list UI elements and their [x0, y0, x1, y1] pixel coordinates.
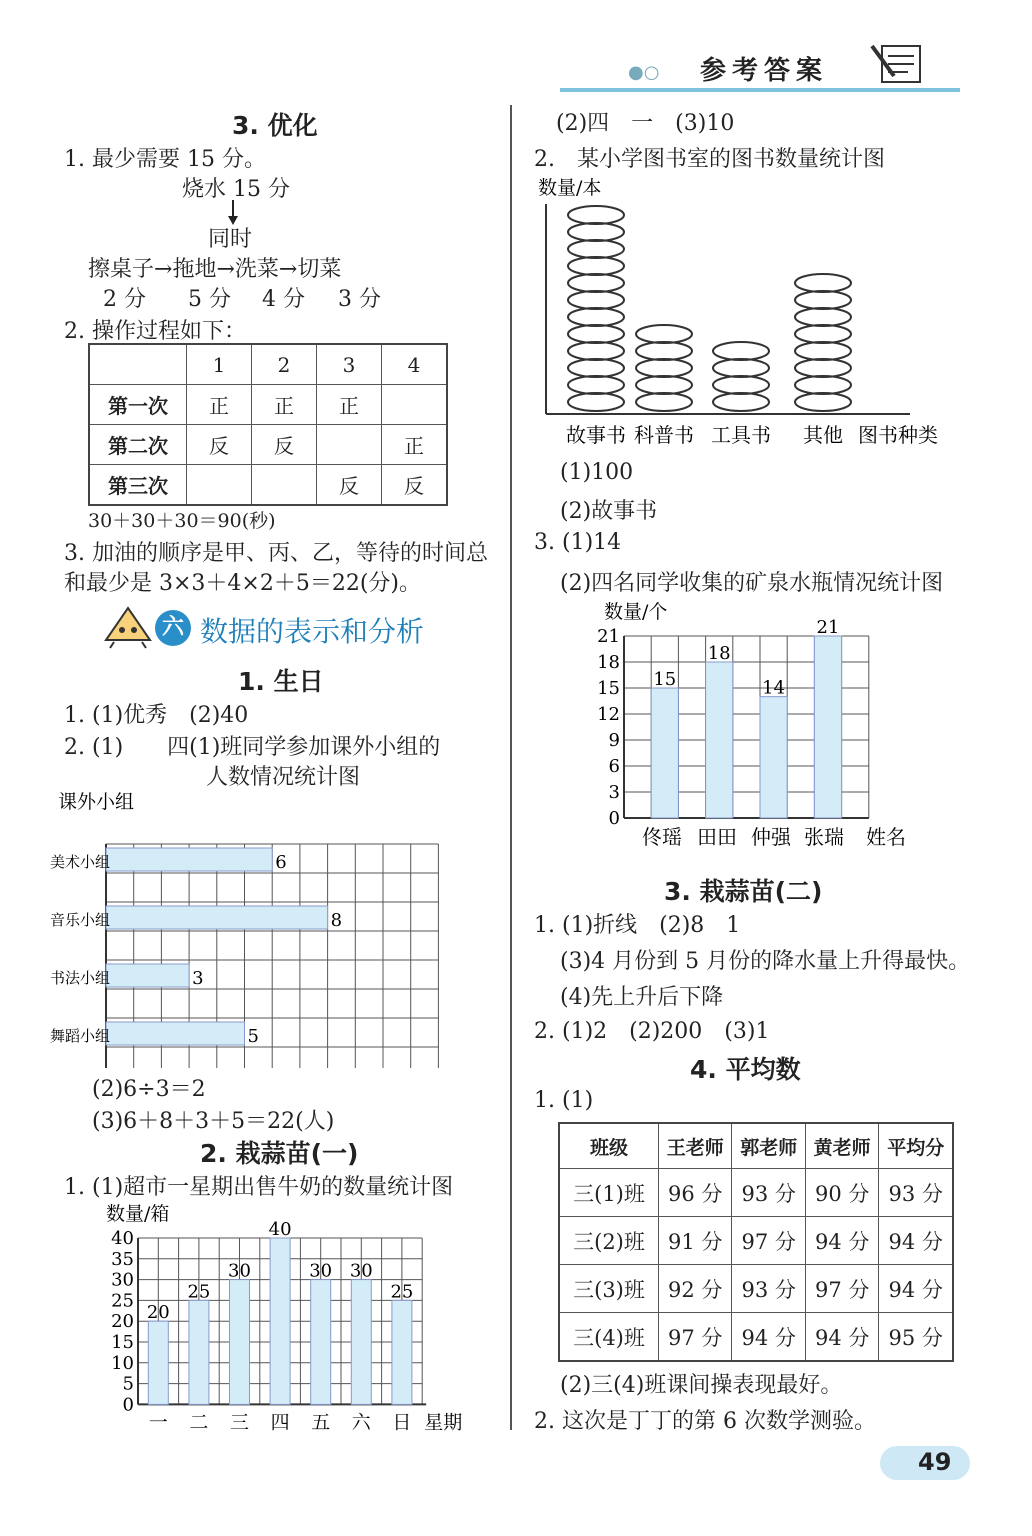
category-label: 六 [351, 1411, 371, 1434]
y-axis-label: 数量/本 [538, 177, 602, 199]
table-cell: 反 [252, 425, 317, 465]
book-symbol [795, 359, 851, 377]
y-axis-label: 数量/箱 [106, 1203, 170, 1225]
tick-label: 5 [122, 1373, 134, 1395]
y-axis-label: 数量/个 [604, 601, 668, 623]
garlic2-q2: 2. (1)2 (2)200 (3)1 [534, 1019, 770, 1044]
category-label: 日 [392, 1411, 412, 1434]
top-line: (2)四 一 (3)10 [556, 111, 735, 136]
header-dots: ●○ [628, 62, 660, 83]
category-label: 工具书 [711, 423, 771, 447]
bar [814, 636, 841, 818]
table-cell: 91 分 [659, 1217, 732, 1265]
tick-label: 20 [111, 1311, 134, 1333]
table-cell: 94 分 [805, 1217, 878, 1265]
category-label: 仲强 [751, 825, 791, 849]
arrow-icon: → [154, 257, 173, 282]
table-cell: 93 分 [732, 1169, 805, 1217]
table-cell: 93 分 [879, 1169, 953, 1217]
data-label: 40 [268, 1219, 292, 1240]
table-cell: 正 [382, 425, 448, 465]
table-cell: 94 分 [805, 1313, 878, 1362]
arrow-icon: → [278, 257, 298, 282]
x-axis-label: 姓名 [866, 825, 906, 849]
table-cell: 平均分 [879, 1123, 953, 1169]
table-cell: 正 [252, 385, 317, 425]
header-title: 参考答案 [700, 56, 829, 86]
data-label: 6 [275, 852, 287, 873]
book-symbol [568, 376, 624, 394]
table-cell: 96 分 [659, 1169, 732, 1217]
answer-q3-line2: 和最少是 3×3＋4×2＋5＝22(分)。 [64, 571, 422, 596]
table-cell: 3 [317, 344, 382, 385]
birthday-q2-2: (2)6÷3＝2 [92, 1077, 206, 1102]
book-symbol [713, 359, 769, 377]
table-cell: 三(2)班 [559, 1217, 659, 1265]
garlic2-q1-4: (4)先上升后下降 [560, 985, 724, 1010]
table-cell [252, 465, 317, 506]
book-symbol [795, 393, 851, 411]
table-row [89, 385, 447, 425]
table-cell [187, 465, 252, 506]
book-symbol [568, 291, 624, 309]
book-symbol [795, 342, 851, 360]
tick-label: 18 [597, 652, 620, 673]
table-cell [317, 425, 382, 465]
average-q2: 2. 这次是丁丁的第 6 次数学测验。 [534, 1409, 876, 1434]
book-symbol [568, 240, 624, 258]
category-label: 一 [148, 1411, 168, 1434]
tick-label: 6 [608, 756, 620, 777]
boil-water: 烧水 15 分 [182, 177, 290, 202]
books-q2: (2)故事书 [560, 499, 658, 524]
tick-label: 40 [111, 1228, 134, 1249]
birthday-q2-b: 人数情况统计图 [206, 765, 361, 790]
book-symbol [568, 223, 624, 241]
table-cell: 97 分 [659, 1313, 732, 1362]
tick-label: 15 [597, 678, 620, 699]
tick-label: 35 [111, 1248, 134, 1270]
category-label: 三 [229, 1411, 250, 1434]
data-label: 8 [330, 910, 343, 931]
task-flow [88, 252, 341, 283]
birthday-q1: 1. (1)优秀 (2)40 [64, 703, 249, 728]
data-label: 14 [762, 677, 786, 699]
bar [106, 906, 328, 929]
page-number: 49 [918, 1448, 952, 1476]
book-symbol [713, 342, 769, 360]
category-label: 书法小组 [50, 969, 111, 987]
bar [706, 662, 733, 818]
club-bar-chart [50, 788, 510, 1068]
book-symbol [713, 376, 769, 394]
table-cell: 反 [382, 465, 448, 506]
bar [148, 1321, 168, 1404]
tick-label: 30 [111, 1269, 134, 1291]
category-label: 四 [270, 1411, 290, 1434]
data-label: 3 [192, 968, 204, 989]
book-symbol [568, 308, 624, 326]
bar [189, 1300, 209, 1404]
books-q1: (1)100 [560, 460, 634, 485]
section-title-birthday: 1. 生日 [238, 667, 324, 696]
category-label: 二 [189, 1411, 209, 1434]
task-minutes-3: 4 分 [262, 287, 305, 312]
table-row [89, 344, 447, 385]
data-label: 21 [816, 617, 840, 638]
tick-label: 25 [111, 1290, 134, 1312]
book-symbol [568, 342, 624, 360]
category-label: 五 [311, 1411, 331, 1434]
section-title-average: 4. 平均数 [690, 1055, 801, 1084]
category-label: 田田 [697, 825, 737, 849]
answer-q3-1: 3. (1)14 [534, 530, 622, 555]
tick-label: 0 [608, 808, 620, 829]
task-2: 拖地 [172, 257, 217, 282]
data-label: 25 [390, 1281, 414, 1303]
table-cell [382, 385, 448, 425]
operation-table [88, 343, 448, 506]
category-label: 佟瑶 [642, 825, 682, 849]
book-symbol [795, 325, 851, 343]
data-label: 30 [228, 1260, 251, 1282]
unit-badge [155, 610, 191, 646]
tick-label: 9 [608, 730, 620, 751]
book-symbol [713, 393, 769, 411]
birthday-q2-3: (3)6＋8＋3＋5＝22(人) [92, 1109, 335, 1134]
table-cell: 黄老师 [805, 1123, 878, 1169]
table-cell: 92 分 [659, 1265, 732, 1313]
task-minutes-1: 2 分 [103, 287, 146, 312]
mascot-icon [100, 602, 158, 650]
table-cell: 1 [187, 344, 252, 385]
same-time: 同时 [208, 227, 253, 252]
answer-q2-books: 2. 某小学图书室的图书数量统计图 [534, 147, 885, 172]
table-cell [89, 344, 187, 385]
header-rule [560, 88, 960, 92]
table-row [559, 1169, 953, 1217]
garlic2-q1-3: (3)4 月份到 5 月份的降水量上升得最快。 [560, 949, 971, 974]
book-symbol [795, 376, 851, 394]
x-axis-label: 星期 [424, 1411, 463, 1434]
task-4: 切菜 [297, 257, 342, 282]
answer-q2: 2. 操作过程如下： [64, 319, 246, 344]
table-row [559, 1265, 953, 1313]
table-cell: 反 [317, 465, 382, 506]
bar [230, 1280, 250, 1405]
category-label: 音乐小组 [50, 911, 111, 929]
task-minutes-2: 5 分 [188, 287, 231, 312]
tick-label: 10 [111, 1352, 134, 1374]
bar [392, 1300, 412, 1404]
bar [311, 1280, 331, 1405]
garlic1-q1: 1. (1)超市一星期出售牛奶的数量统计图 [64, 1175, 454, 1200]
table-cell: 2 [252, 344, 317, 385]
table-cell: 正 [317, 385, 382, 425]
bar [106, 964, 189, 987]
bar [106, 1022, 245, 1045]
tick-label: 0 [122, 1394, 134, 1416]
birthday-q2-a: 2. (1) 四(1)班同学参加课外小组的 [64, 735, 441, 760]
table-cell: 4 [382, 344, 448, 385]
category-label: 张瑞 [804, 825, 844, 849]
table-cell: 班级 [559, 1123, 659, 1169]
section-title-garlic-2: 3. 栽蒜苗(二) [664, 877, 823, 906]
book-symbol [636, 376, 692, 394]
data-label: 20 [146, 1302, 170, 1324]
table-cell: 郭老师 [732, 1123, 805, 1169]
data-label: 25 [187, 1281, 211, 1303]
section-title-optimize: 3. 优化 [232, 111, 318, 140]
bar [351, 1280, 371, 1405]
category-label: 美术小组 [50, 853, 111, 871]
table-cell: 93 分 [732, 1265, 805, 1313]
book-symbol [795, 308, 851, 326]
bottles-bar-chart [596, 598, 926, 860]
table-cell: 反 [187, 425, 252, 465]
tick-label: 12 [597, 704, 620, 725]
answer-q3-line1: 3. 加油的顺序是甲、丙、乙，等待的时间总 [64, 541, 488, 566]
table-cell: 97 分 [732, 1217, 805, 1265]
data-label: 18 [707, 643, 731, 664]
table-cell: 王老师 [659, 1123, 732, 1169]
table-cell: 三(3)班 [559, 1265, 659, 1313]
y-axis-label: 课外小组 [58, 791, 135, 813]
bar [651, 688, 678, 818]
answer-q3-2: (2)四名同学收集的矿泉水瓶情况统计图 [560, 571, 944, 596]
tick-label: 21 [597, 626, 620, 647]
category-label: 科普书 [634, 423, 694, 447]
answer-q1: 1. 最少需要 15 分。 [64, 147, 266, 172]
table-row [89, 465, 447, 506]
data-label: 30 [309, 1260, 333, 1282]
book-symbol [795, 274, 851, 292]
books-pictograph-chart [536, 172, 976, 450]
average-table [558, 1122, 954, 1362]
book-symbol [636, 342, 692, 360]
table-cell: 三(1)班 [559, 1169, 659, 1217]
pencil-paper-icon [868, 40, 928, 88]
task-1: 擦桌子 [88, 257, 155, 282]
table-cell: 三(4)班 [559, 1313, 659, 1362]
average-q1: 1. (1) [534, 1088, 594, 1113]
book-symbol [568, 393, 624, 411]
book-symbol [636, 359, 692, 377]
table-cell: 第二次 [89, 425, 187, 465]
book-symbol [795, 291, 851, 309]
x-axis-label: 图书种类 [858, 423, 938, 447]
data-label: 30 [349, 1260, 373, 1282]
tick-label: 3 [608, 782, 620, 803]
category-label: 舞蹈小组 [50, 1027, 111, 1045]
table-row [89, 425, 447, 465]
unit-badge-label: 六 [161, 615, 184, 640]
task-minutes-4: 3 分 [338, 287, 381, 312]
book-symbol [568, 257, 624, 275]
data-label: 5 [247, 1026, 259, 1047]
category-label: 其他 [803, 423, 843, 447]
section-title-garlic-1: 2. 栽蒜苗(一) [200, 1139, 359, 1168]
category-label: 故事书 [566, 423, 626, 447]
table-cell: 95 分 [879, 1313, 953, 1362]
table-row [559, 1313, 953, 1362]
task-3: 洗菜 [234, 257, 279, 282]
table-cell: 94 分 [732, 1313, 805, 1362]
table-cell: 94 分 [879, 1265, 953, 1313]
q2-calc: 30＋30＋30＝90(秒) [88, 510, 276, 532]
book-symbol [568, 206, 624, 224]
column-divider [510, 105, 512, 1430]
average-q1-2: (2)三(4)班课间操表现最好。 [560, 1373, 843, 1398]
table-cell: 正 [187, 385, 252, 425]
book-symbol [568, 274, 624, 292]
bar [270, 1238, 290, 1404]
table-cell: 90 分 [805, 1169, 878, 1217]
data-label: 15 [653, 669, 677, 690]
bar [760, 697, 787, 818]
book-symbol [636, 325, 692, 343]
table-cell: 97 分 [805, 1265, 878, 1313]
table-cell: 94 分 [879, 1217, 953, 1265]
table-row [559, 1217, 953, 1265]
book-symbol [568, 359, 624, 377]
milk-bar-chart [100, 1198, 480, 1436]
garlic2-q1: 1. (1)折线 (2)8 1 [534, 913, 741, 938]
table-row [559, 1123, 953, 1169]
unit-title: 数据的表示和分析 [200, 615, 425, 648]
tick-label: 15 [111, 1332, 134, 1353]
table-cell: 第三次 [89, 465, 187, 506]
book-symbol [636, 393, 692, 411]
book-symbol [568, 325, 624, 343]
table-cell: 第一次 [89, 385, 187, 425]
bar [106, 848, 272, 871]
arrow-icon: → [216, 257, 235, 282]
